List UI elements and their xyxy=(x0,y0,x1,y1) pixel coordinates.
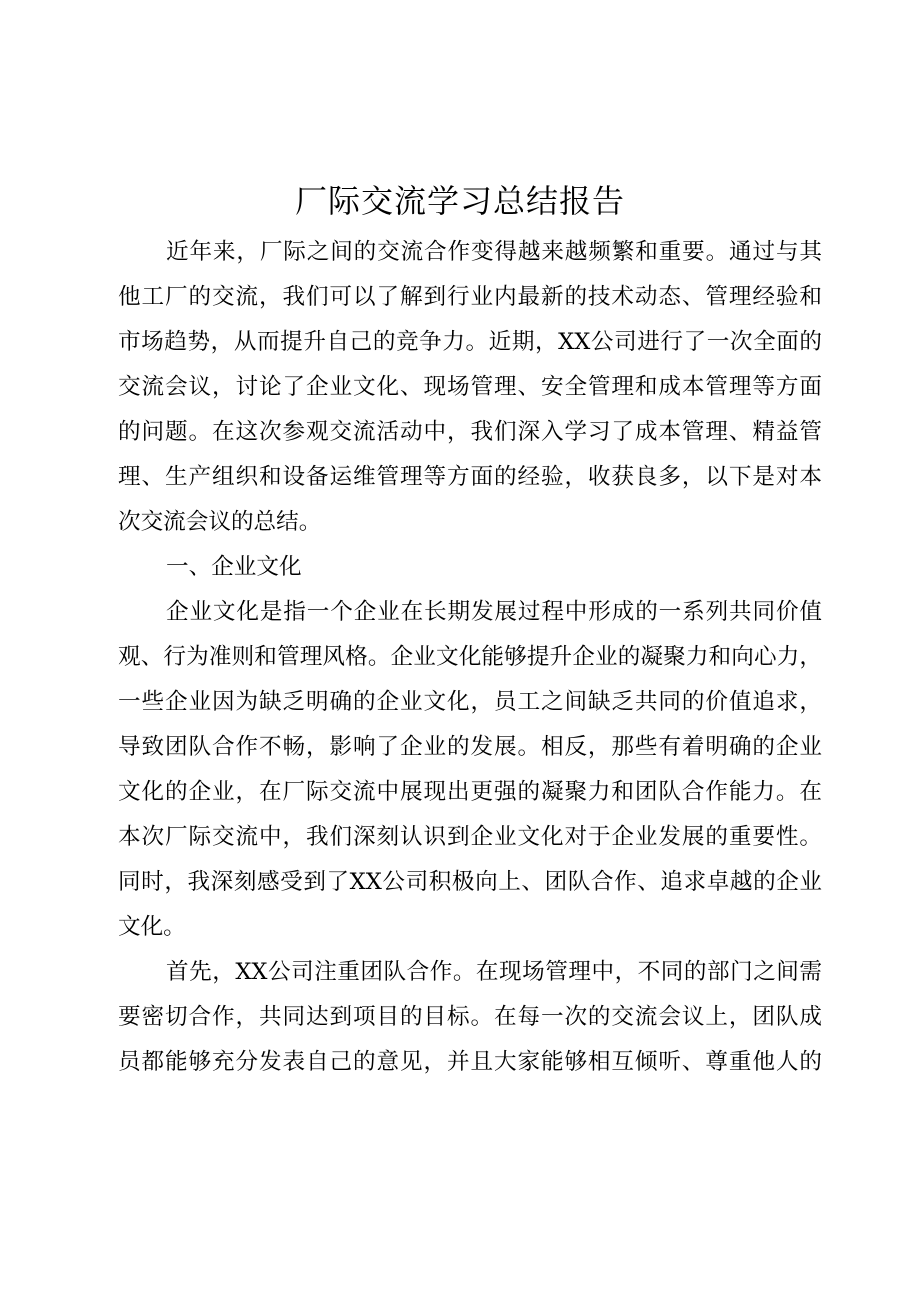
paragraph-line: 文化。 xyxy=(118,914,186,940)
paragraph-line: 市场趋势，从而提升自己的竞争力。近期，XX公司进行了一次全面的 xyxy=(118,329,822,355)
paragraph-line: 交流会议，讨论了企业文化、现场管理、安全管理和成本管理等方面 xyxy=(118,374,822,400)
paragraph-line: 员都能够充分发表自己的意见，并且大家能够相互倾听、尊重他人的 xyxy=(118,1049,822,1075)
paragraph-line: 理、生产组织和设备运维管理等方面的经验，收获良多，以下是对本 xyxy=(118,464,822,490)
paragraph-line: 观、行为准则和管理风格。企业文化能够提升企业的凝聚力和向心力， xyxy=(118,644,822,670)
paragraph-line: 一些企业因为缺乏明确的企业文化，员工之间缺乏共同的价值追求， xyxy=(118,689,822,715)
paragraph-line: 本次厂际交流中，我们深刻认识到企业文化对于企业发展的重要性。 xyxy=(118,824,822,850)
paragraph-line: 企业文化是指一个企业在长期发展过程中形成的一系列共同价值 xyxy=(166,599,822,625)
paragraph-line: 首先，XX公司注重团队合作。在现场管理中，不同的部门之间需 xyxy=(166,959,822,985)
document-title: 厂际交流学习总结报告 xyxy=(294,182,625,220)
paragraph-line: 次交流会议的总结。 xyxy=(118,509,322,535)
paragraph-line: 同时，我深刻感受到了XX公司积极向上、团队合作、追求卓越的企业 xyxy=(118,869,822,895)
paragraph-line: 要密切合作，共同达到项目的目标。在每一次的交流会议上，团队成 xyxy=(118,1004,822,1030)
paragraph-line: 文化的企业，在厂际交流中展现出更强的凝聚力和团队合作能力。在 xyxy=(118,779,822,805)
paragraph-line: 近年来，厂际之间的交流合作变得越来越频繁和重要。通过与其 xyxy=(166,239,822,265)
paragraph-line: 他工厂的交流，我们可以了解到行业内最新的技术动态、管理经验和 xyxy=(118,284,822,310)
paragraph-line: 导致团队合作不畅，影响了企业的发展。相反，那些有着明确的企业 xyxy=(118,734,822,760)
section-heading: 一、企业文化 xyxy=(166,554,302,580)
paragraph-line: 的问题。在这次参观交流活动中，我们深入学习了成本管理、精益管 xyxy=(118,419,822,445)
